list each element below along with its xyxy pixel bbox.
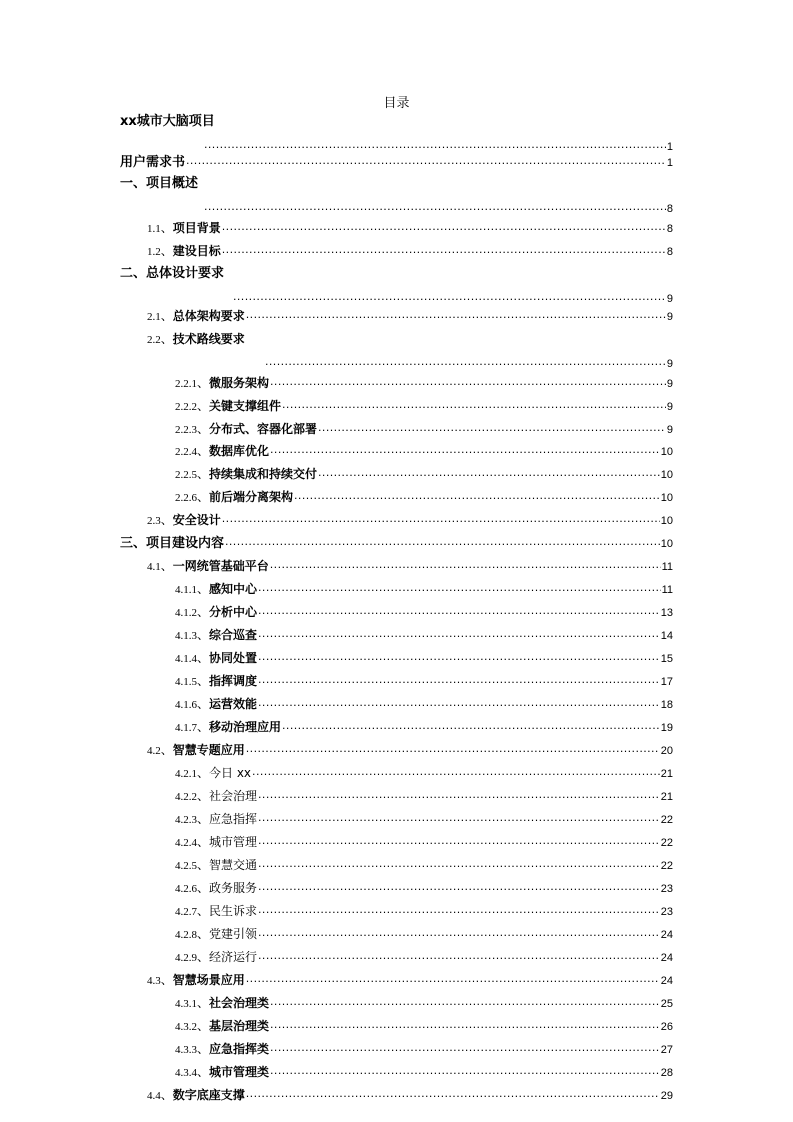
toc-page-number: 9 [666, 311, 673, 323]
toc-entry[interactable] [175, 696, 673, 713]
toc-dot-leader [258, 581, 661, 593]
toc-entry-text: 用户需求书 [120, 155, 186, 170]
toc-dot-leader [270, 558, 661, 570]
toc-entry-separator: 、 [197, 812, 210, 826]
toc-entry-label [175, 903, 257, 920]
toc-dot-leader [270, 1018, 660, 1030]
toc-dot-leader [222, 512, 660, 524]
toc-entry-separator: 、 [197, 467, 210, 481]
toc-entry-label [175, 466, 317, 483]
toc-entry-separator: 、 [197, 996, 210, 1010]
toc-entry-label [147, 1087, 245, 1104]
toc-entry-number: 4.2.1 [175, 768, 197, 780]
toc-entry-number: 2.2.1 [175, 378, 197, 390]
toc-entry-label [175, 421, 317, 438]
toc-dot-leader [270, 995, 660, 1007]
toc-entry-number: 2.2 [147, 334, 161, 346]
toc-page-number: 9 [666, 424, 673, 436]
toc-entry[interactable] [175, 421, 673, 438]
toc-entry-separator: 、 [197, 444, 210, 458]
toc-page-number: 21 [660, 791, 673, 803]
toc-dot-leader [258, 811, 660, 823]
toc-entry[interactable] [147, 972, 673, 989]
toc-dot-leader [270, 1041, 660, 1053]
toc-dot-leader [246, 1087, 660, 1099]
toc-entry[interactable] [120, 154, 673, 171]
toc-entry-label [147, 331, 245, 348]
toc-page-number: 23 [660, 906, 673, 918]
toc-entry-label [147, 972, 245, 989]
toc-entry-label [175, 696, 257, 713]
toc-entry[interactable] [175, 1064, 673, 1081]
toc-entry-separator: 、 [197, 720, 210, 734]
toc-page-number: 22 [660, 837, 673, 849]
toc-entry[interactable] [175, 466, 673, 483]
toc-entry-number: 1.2 [147, 246, 161, 258]
toc-entry[interactable] [175, 1041, 673, 1058]
toc-entry-text: 分析中心 [209, 605, 258, 619]
toc-entry-label [175, 834, 257, 851]
toc-entry-separator: 、 [197, 789, 210, 803]
toc-entry-separator: 、 [197, 1019, 210, 1033]
toc-dot-leader [258, 650, 660, 662]
toc-entry-label [147, 558, 269, 575]
toc-dot-leader [258, 926, 660, 938]
toc-entry-text: 一网统管基础平台 [172, 559, 269, 573]
toc-page-number: 10 [660, 469, 673, 481]
toc-entry-label [175, 1064, 269, 1081]
toc-entry-label [147, 243, 221, 260]
toc-dot-leader [258, 604, 660, 616]
toc-entry-text: 数据库优化 [209, 444, 270, 458]
toc-entry-number: 4.2.9 [175, 952, 197, 964]
toc-page-number: 11 [661, 584, 673, 596]
toc-entry-text: xx城市大脑项目 [120, 114, 215, 129]
toc-dot-leader [294, 489, 660, 501]
toc-entry-number: 4.1.2 [175, 607, 197, 619]
toc-page-number: 8 [666, 246, 673, 258]
toc-entry-number: 4.1 [147, 561, 161, 573]
toc-page-number: 14 [660, 630, 673, 642]
toc-entry-number: 2.1 [147, 311, 161, 323]
toc-page-number: 13 [660, 607, 673, 619]
toc-entry[interactable] [147, 1087, 673, 1104]
toc-entry-number: 4.1.6 [175, 699, 197, 711]
toc-entry[interactable] [175, 443, 673, 460]
toc-entry-separator: 、 [160, 309, 173, 323]
toc-entry-text: 应急指挥类 [209, 1042, 270, 1056]
toc-entry-text: 项目背景 [172, 221, 221, 235]
toc-entry-number: 4.2.6 [175, 883, 197, 895]
toc-entry-separator: 、 [160, 973, 173, 987]
toc-dot-leader [258, 834, 660, 846]
toc-entry-number: 4.1.4 [175, 653, 197, 665]
toc-entry[interactable] [147, 742, 673, 759]
toc-entry-number: 4.4 [147, 1090, 161, 1102]
toc-entry-separator: 、 [197, 904, 210, 918]
toc-entry-separator: 、 [197, 376, 210, 390]
toc-entry-label [120, 536, 224, 552]
toc-entry-label [175, 788, 257, 805]
toc-entry[interactable] [175, 903, 673, 920]
toc-entry[interactable] [175, 995, 673, 1012]
toc-entry-separator: 、 [197, 1042, 210, 1056]
toc-entry-label [175, 375, 269, 392]
toc-page-number: 20 [660, 745, 673, 757]
toc-entry-separator: 、 [160, 513, 173, 527]
toc-entry[interactable] [232, 290, 673, 307]
toc-page-number: 9 [666, 401, 673, 413]
toc-page-number: 11 [661, 561, 673, 573]
toc-dot-leader [318, 466, 660, 478]
toc-entry[interactable] [175, 834, 673, 851]
toc-entry-label [120, 266, 224, 282]
toc-entry-label [175, 719, 281, 736]
toc-title: 目录 [383, 96, 410, 111]
toc-entry-number: 2.2.3 [175, 424, 197, 436]
toc-entry-separator: 、 [197, 422, 210, 436]
toc-dot-leader [186, 154, 666, 166]
toc-entry-separator: 、 [160, 559, 173, 573]
toc-page-number: 19 [660, 722, 673, 734]
toc-entry[interactable] [175, 627, 673, 644]
toc-entry-label [175, 627, 257, 644]
toc-entry[interactable] [175, 673, 673, 690]
toc-entry-text: 技术路线要求 [172, 332, 245, 346]
toc-entry-text: 智慧场景应用 [172, 973, 245, 987]
toc-entry-number: 4.2.4 [175, 837, 197, 849]
toc-entry[interactable] [175, 811, 673, 828]
toc-entry-separator: 、 [160, 1088, 173, 1102]
toc-dot-leader [282, 719, 660, 731]
toc-entry-separator: 、 [160, 244, 173, 258]
toc-entry-number: 1.1 [147, 223, 161, 235]
toc-page-number: 9 [666, 378, 673, 390]
toc-entry-number: 4.2.2 [175, 791, 197, 803]
toc-dot-leader [225, 535, 660, 547]
toc-entry-label [175, 765, 251, 782]
toc-entry-label [120, 155, 185, 171]
toc-dot-leader [233, 290, 666, 302]
toc-dot-leader [282, 398, 666, 410]
toc-entry-text: 社会治理 [209, 789, 258, 803]
toc-dot-leader [270, 443, 660, 455]
toc-dot-leader [258, 949, 660, 961]
toc-entry-separator: 、 [197, 697, 210, 711]
toc-entry-number: 2.3 [147, 515, 161, 527]
toc-entry[interactable] [175, 765, 673, 782]
toc-dot-leader [252, 765, 660, 777]
toc-entry-number: 4.3.4 [175, 1067, 197, 1079]
toc-entry-text: 感知中心 [209, 582, 258, 596]
toc-entry[interactable] [175, 1018, 673, 1035]
toc-dot-leader [318, 421, 666, 433]
toc-dot-leader [222, 220, 666, 232]
toc-entry-number: 2.2.6 [175, 492, 197, 504]
toc-entry-text: 经济运行 [209, 950, 258, 964]
toc-entry-text: 智慧交通 [209, 858, 258, 872]
toc-dot-leader [258, 673, 660, 685]
toc-entry-text: 二、总体设计要求 [120, 266, 225, 281]
toc-entry-text: 分布式、容器化部署 [209, 422, 318, 436]
toc-entry-text: 三、项目建设内容 [120, 536, 225, 551]
toc-entry-label [120, 176, 198, 192]
toc-entry-label [175, 857, 257, 874]
toc-page-number: 10 [660, 515, 673, 527]
toc-entry-text: 指挥调度 [209, 674, 258, 688]
toc-entry[interactable] [175, 489, 673, 506]
toc-dot-leader [258, 696, 660, 708]
toc-entry-text: 政务服务 [209, 881, 258, 895]
toc-entry[interactable] [175, 719, 673, 736]
toc-page-number: 26 [660, 1021, 673, 1033]
toc-entry[interactable] [175, 398, 673, 415]
toc-entry-label [147, 308, 245, 325]
toc-entry-number: 4.2.8 [175, 929, 197, 941]
toc-page-number: 23 [660, 883, 673, 895]
toc-entry[interactable] [175, 949, 673, 966]
toc-entry-separator: 、 [160, 743, 173, 757]
toc-dot-leader [258, 627, 660, 639]
toc-entry-separator: 、 [197, 399, 210, 413]
toc-entry-text: 建设目标 [172, 244, 221, 258]
toc-page-number: 21 [660, 768, 673, 780]
toc-entry-number: 2.2.4 [175, 446, 197, 458]
toc-entry-separator: 、 [197, 582, 210, 596]
toc-entry[interactable] [120, 535, 673, 552]
toc-page-number: 9 [666, 293, 673, 305]
toc-entry-text: 运营效能 [209, 697, 258, 711]
toc-entry-label [175, 398, 281, 415]
toc-page-number: 24 [660, 929, 673, 941]
toc-entry[interactable] [175, 650, 673, 667]
toc-entry-label [175, 995, 269, 1012]
toc-entry-label [175, 581, 257, 598]
toc-dot-leader [258, 880, 660, 892]
toc-entry[interactable] [175, 857, 673, 874]
toc-dot-leader [258, 788, 660, 800]
toc-dot-leader [265, 355, 666, 367]
toc-entry-separator: 、 [197, 835, 210, 849]
toc-entry[interactable] [175, 880, 673, 897]
toc-entry-separator: 、 [197, 628, 210, 642]
toc-entry-text: 一、项目概述 [120, 176, 199, 191]
toc-page-number: 22 [660, 860, 673, 872]
toc-entry-separator: 、 [160, 221, 173, 235]
toc-page-number: 9 [666, 358, 673, 370]
toc-page-number: 28 [660, 1067, 673, 1079]
toc-entry-number: 4.3.1 [175, 998, 197, 1010]
toc-page-number: 17 [660, 676, 673, 688]
toc-entry-label [175, 673, 257, 690]
toc-entry[interactable] [175, 604, 673, 621]
toc-dot-leader [258, 857, 660, 869]
toc-page-number: 8 [666, 223, 673, 235]
toc-entry-text: 党建引领 [209, 927, 258, 941]
toc-entry[interactable] [147, 558, 673, 575]
toc-dot-leader [270, 375, 666, 387]
toc-page-number: 15 [660, 653, 673, 665]
toc-dot-leader [204, 200, 666, 212]
toc-entry-number: 4.1.3 [175, 630, 197, 642]
toc-entry[interactable] [203, 138, 673, 155]
toc-entry-number: 4.2 [147, 745, 161, 757]
toc-entry-text: 民生诉求 [209, 904, 258, 918]
toc-entry-text: 前后端分离架构 [209, 490, 294, 504]
toc-dot-leader [270, 1064, 660, 1076]
toc-entry-text: 综合巡查 [209, 628, 258, 642]
toc-entry-text: 基层治理类 [209, 1019, 270, 1033]
toc-entry-separator: 、 [197, 950, 210, 964]
toc-dot-leader [246, 742, 660, 754]
toc-entry[interactable] [120, 266, 673, 282]
toc-entry-number: 4.1.5 [175, 676, 197, 688]
toc-entry-text: 协同处置 [209, 651, 258, 665]
toc-dot-leader [246, 972, 660, 984]
toc-entry-separator: 、 [197, 927, 210, 941]
toc-entry-number: 2.2.5 [175, 469, 197, 481]
toc-dot-leader [222, 243, 666, 255]
toc-entry[interactable] [175, 788, 673, 805]
toc-entry-separator: 、 [197, 490, 210, 504]
toc-entry-label [175, 443, 269, 460]
toc-entry[interactable] [120, 176, 673, 192]
toc-entry-label [175, 949, 257, 966]
toc-entry[interactable] [175, 926, 673, 943]
toc-entry-separator: 、 [197, 605, 210, 619]
toc-entry-label [175, 650, 257, 667]
toc-entry[interactable] [147, 331, 673, 348]
toc-entry-separator: 、 [197, 1065, 210, 1079]
toc-entry-text: 关键支撑组件 [209, 399, 282, 413]
toc-entry-separator: 、 [197, 858, 210, 872]
toc-page-number: 10 [660, 492, 673, 504]
toc-entry-number: 4.1.1 [175, 584, 197, 596]
toc-entry-label [175, 811, 257, 828]
toc-entry-label [120, 114, 215, 130]
toc-entry-separator: 、 [160, 332, 173, 346]
toc-entry-number: 4.2.3 [175, 814, 197, 826]
toc-entry-label [175, 489, 293, 506]
toc-page-number: 29 [660, 1090, 673, 1102]
toc-entry-separator: 、 [197, 766, 210, 780]
toc-entry-text: 应急指挥 [209, 812, 258, 826]
toc-page-number: 10 [660, 446, 673, 458]
toc-entry[interactable] [147, 220, 673, 237]
toc-entry-label [175, 1041, 269, 1058]
toc-entry-text: 移动治理应用 [209, 720, 282, 734]
toc-entry-number: 2.2.2 [175, 401, 197, 413]
toc-entry-label [147, 742, 245, 759]
toc-page-number: 1 [666, 157, 673, 169]
toc-entry-text: 城市管理 [209, 835, 258, 849]
toc-page-number: 8 [666, 203, 673, 215]
toc-page-number: 24 [660, 975, 673, 987]
toc-entry-number: 4.3 [147, 975, 161, 987]
toc-page-number: 10 [660, 538, 673, 550]
toc-dot-leader [258, 903, 660, 915]
toc-entry-label [175, 1018, 269, 1035]
toc-page-number: 27 [660, 1044, 673, 1056]
toc-entry-separator: 、 [197, 881, 210, 895]
toc-page-number: 1 [666, 141, 673, 153]
toc-entry[interactable] [175, 375, 673, 392]
toc-entry-text: 智慧专题应用 [172, 743, 245, 757]
toc-entry-text: 总体架构要求 [172, 309, 245, 323]
toc-entry[interactable] [175, 581, 673, 598]
toc-entry-number: 4.1.7 [175, 722, 197, 734]
toc-entry-number: 4.2.7 [175, 906, 197, 918]
toc-entry-text: 持续集成和持续交付 [209, 467, 318, 481]
toc-entry-label [175, 926, 257, 943]
toc-page-number: 18 [660, 699, 673, 711]
toc-entry-number: 4.2.5 [175, 860, 197, 872]
toc-entry[interactable] [264, 355, 673, 372]
toc-entry-label [147, 512, 221, 529]
toc-entry-text: 安全设计 [172, 513, 221, 527]
toc-entry-number: 4.3.2 [175, 1021, 197, 1033]
toc-entry[interactable] [147, 512, 673, 529]
toc-entry-text: 社会治理类 [209, 996, 270, 1010]
toc-entry[interactable] [147, 308, 673, 325]
toc-entry-label [175, 880, 257, 897]
toc-entry-separator: 、 [197, 674, 210, 688]
toc-dot-leader [246, 308, 666, 320]
toc-entry-text: 微服务架构 [209, 376, 270, 390]
toc-entry-text: 城市管理类 [209, 1065, 270, 1079]
toc-entry-text: 数字底座支撑 [172, 1088, 245, 1102]
toc-page-number: 25 [660, 998, 673, 1010]
toc-page-number: 22 [660, 814, 673, 826]
toc-entry-number: 4.3.3 [175, 1044, 197, 1056]
toc-entry-label [175, 604, 257, 621]
toc-page-number: 24 [660, 952, 673, 964]
toc-entry[interactable] [147, 243, 673, 260]
toc-entry-label [147, 220, 221, 237]
toc-dot-leader [204, 138, 666, 150]
toc-entry-text: 今日 xx [209, 766, 252, 780]
toc-entry-separator: 、 [197, 651, 210, 665]
toc-entry[interactable] [120, 114, 673, 130]
toc-entry[interactable] [203, 200, 673, 217]
